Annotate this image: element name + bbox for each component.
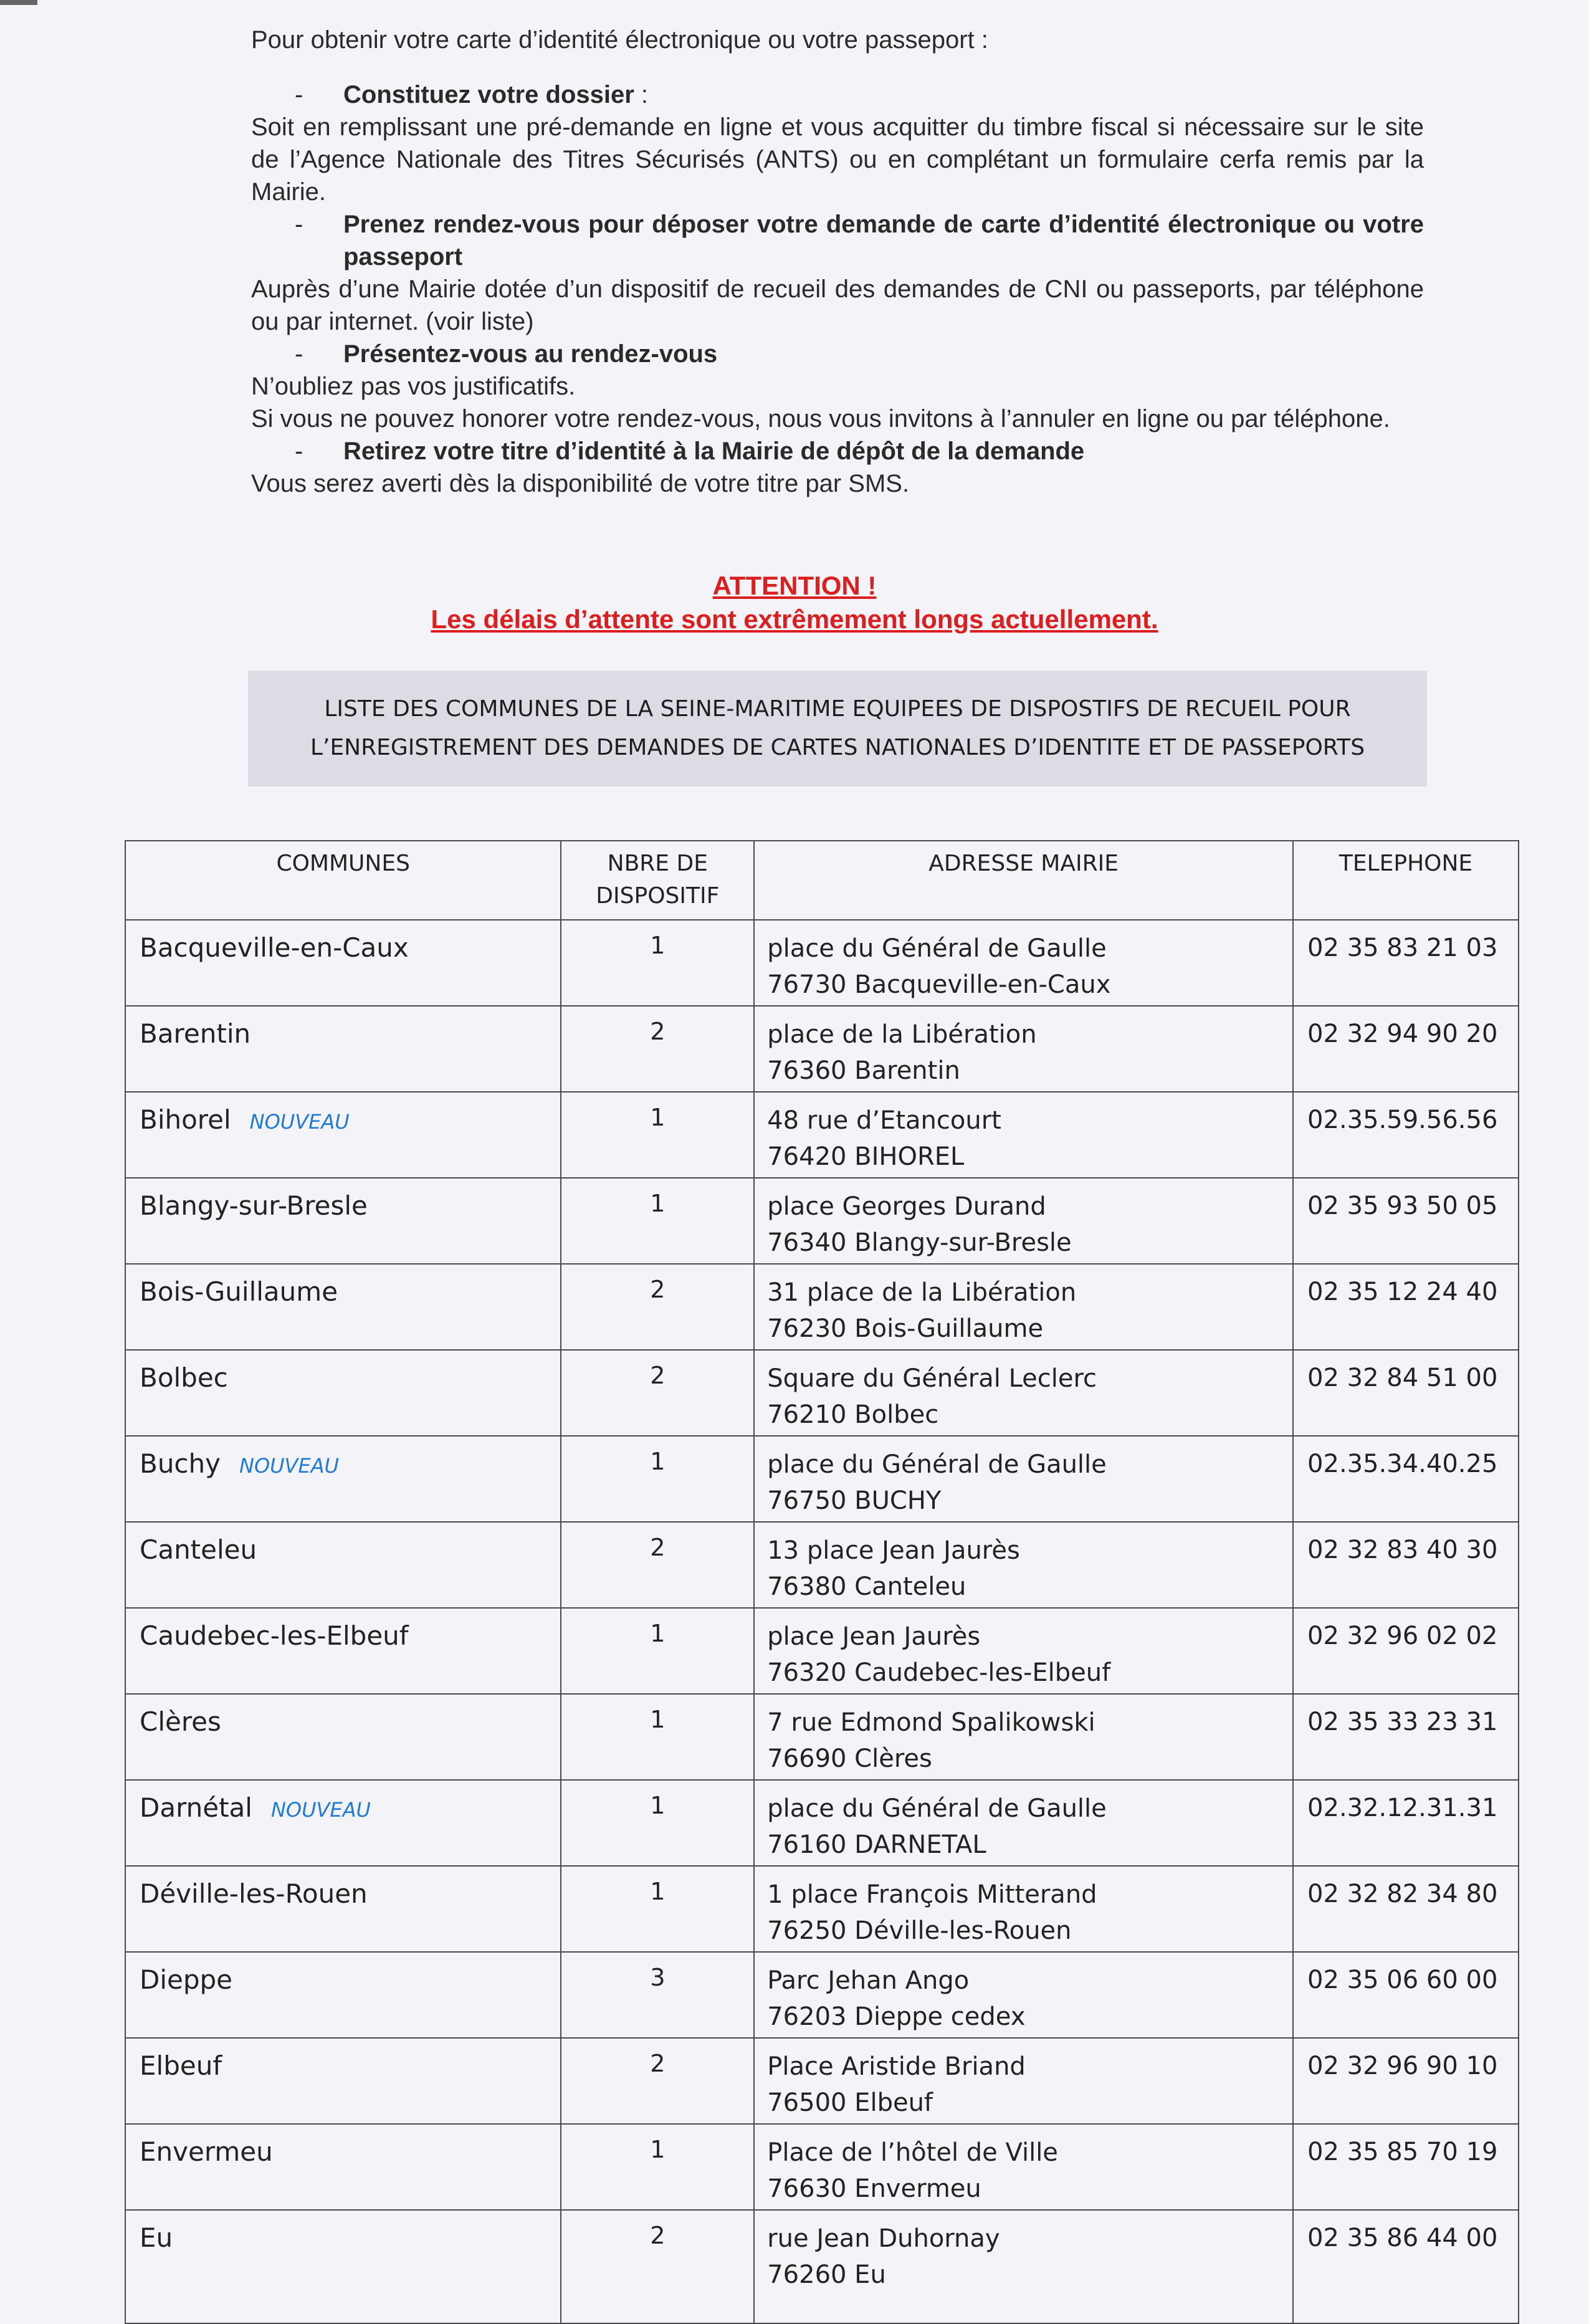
address-line-1: place du Général de Gaulle: [767, 1450, 1107, 1479]
nbre-cell: 1: [561, 1608, 754, 1694]
address-line-1: place de la Libération: [767, 1020, 1037, 1049]
telephone-cell: 02 35 33 23 31: [1293, 1694, 1519, 1780]
telephone-cell: 02 35 12 24 40: [1293, 1264, 1519, 1350]
commune-cell: [125, 1952, 561, 2038]
commune-cell: [125, 2210, 561, 2323]
commune-cell: [125, 1866, 561, 1952]
intro-lead: Pour obtenir votre carte d’identité électronique ou votre passeport :: [251, 26, 988, 54]
nbre-cell: 1: [561, 1092, 754, 1178]
nbre-cell: 1: [561, 1178, 754, 1264]
nbre-cell: 2: [561, 1264, 754, 1350]
commune-cell: [125, 920, 561, 1006]
nbre-cell: 2: [561, 2038, 754, 2124]
commune-name: Blangy-sur-Bresle: [140, 1190, 368, 1221]
nbre-cell: 2: [561, 1522, 754, 1608]
commune-name: Barentin: [140, 1018, 251, 1049]
address-line-2: 76750 BUCHY: [767, 1486, 942, 1515]
address-line-2: 76690 Clères: [767, 1744, 932, 1773]
address-cell: [754, 2210, 1293, 2323]
nbre-cell: 1: [561, 1436, 754, 1522]
commune-cell: [125, 1092, 561, 1178]
step-3-text-2: Si vous ne pouvez honorer votre rendez-vous, nous vous invitons à l’annuler en ligne ou par téléphone.: [251, 405, 1390, 433]
commune-name: Darnétal: [140, 1792, 252, 1823]
table-row: [125, 1350, 1519, 1436]
address-cell: [754, 1178, 1293, 1264]
nouveau-badge: NOUVEAU: [249, 1110, 350, 1134]
step-2-title: - Prenez rendez-vous pour déposer votre demande de carte d’identité électronique ou votre passeport: [295, 211, 1424, 270]
commune-name: Elbeuf: [140, 2050, 222, 2081]
nbre-cell: 1: [561, 1866, 754, 1952]
table-row: [125, 2038, 1519, 2124]
step-2-text: Auprès d’une Mairie dotée d’un dispositif de recueil des demandes de CNI ou passeports, par téléphone ou par internet. (voir liste): [251, 275, 1424, 335]
commune-name: Buchy: [140, 1448, 221, 1479]
commune-name: Envermeu: [140, 2136, 273, 2167]
commune-name: Bihorel: [140, 1104, 231, 1135]
telephone-cell: 02 32 96 02 02: [1293, 1608, 1519, 1694]
address-line-1: Place de l’hôtel de Ville: [767, 2138, 1058, 2167]
address-cell: [754, 1522, 1293, 1608]
address-cell: [754, 2124, 1293, 2210]
address-line-1: 31 place de la Libération: [767, 1278, 1077, 1307]
address-line-2: 76420 BIHOREL: [767, 1142, 965, 1171]
step-1-text: Soit en remplissant une pré-demande en ligne et vous acquitter du timbre fiscal si nécessaire sur le site de l’Agence Nationale des Titres Sécurisés (ANTS) ou en complétant un formulaire cerfa remis par la Mairie.: [251, 113, 1424, 206]
attention-title: ATTENTION !: [712, 571, 877, 600]
address-cell: [754, 1694, 1293, 1780]
address-cell: [754, 920, 1293, 1006]
intro-text: [251, 24, 1424, 500]
nbre-cell: 1: [561, 1694, 754, 1780]
table-row: [125, 2210, 1519, 2323]
commune-name: Caudebec-les-Elbeuf: [140, 1620, 409, 1651]
step-4-title: - Retirez votre titre d’identité à la Mairie de dépôt de la demande: [295, 438, 1085, 465]
nbre-cell: 2: [561, 1006, 754, 1092]
table-header-row: [125, 841, 1519, 920]
telephone-cell: 02 35 86 44 00: [1293, 2210, 1519, 2323]
address-line-2: 76730 Bacqueville-en-Caux: [767, 970, 1111, 999]
nbre-cell: 1: [561, 920, 754, 1006]
address-line-1: 13 place Jean Jaurès: [767, 1536, 1020, 1565]
commune-name: Dieppe: [140, 1964, 233, 1995]
header-communes: COMMUNES: [125, 841, 561, 920]
telephone-cell: 02.35.34.40.25: [1293, 1436, 1519, 1522]
step-3-text: N’oubliez pas vos justificatifs.: [251, 373, 576, 400]
nouveau-badge: NOUVEAU: [270, 1798, 371, 1822]
commune-cell: [125, 1006, 561, 1092]
address-line-2: 76210 Bolbec: [767, 1400, 939, 1429]
commune-name: Bacqueville-en-Caux: [140, 932, 409, 963]
commune-cell: [125, 1608, 561, 1694]
attention-message: Les délais d’attente sont extrêmement longs actuellement.: [431, 605, 1158, 634]
table-row: [125, 1694, 1519, 1780]
nbre-cell: 2: [561, 2210, 754, 2323]
commune-cell: [125, 1264, 561, 1350]
address-cell: [754, 1952, 1293, 2038]
telephone-cell: 02 35 83 21 03: [1293, 920, 1519, 1006]
address-line-1: place Jean Jaurès: [767, 1622, 981, 1651]
address-line-2: 76250 Déville-les-Rouen: [767, 1916, 1072, 1945]
commune-name: Eu: [140, 2222, 173, 2253]
table-row: [125, 1264, 1519, 1350]
commune-cell: [125, 2038, 561, 2124]
address-line-2: 76203 Dieppe cedex: [767, 2002, 1026, 2031]
telephone-cell: 02 35 85 70 19: [1293, 2124, 1519, 2210]
table-row: [125, 1522, 1519, 1608]
commune-cell: [125, 2124, 561, 2210]
address-line-1: 48 rue d’Etancourt: [767, 1106, 1001, 1135]
communes-table: [125, 840, 1519, 2324]
address-line-2: 76260 Eu: [767, 2260, 886, 2289]
table-row: [125, 1608, 1519, 1694]
address-line-2: 76380 Canteleu: [767, 1572, 966, 1601]
address-line-1: 7 rue Edmond Spalikowski: [767, 1708, 1095, 1737]
telephone-cell: 02.35.59.56.56: [1293, 1092, 1519, 1178]
telephone-cell: 02 35 06 60 00: [1293, 1952, 1519, 2038]
table-row: [125, 1952, 1519, 2038]
address-line-1: Square du Général Leclerc: [767, 1364, 1097, 1393]
address-cell: [754, 1264, 1293, 1350]
address-line-1: place Georges Durand: [767, 1192, 1046, 1221]
telephone-cell: 02 32 83 40 30: [1293, 1522, 1519, 1608]
address-line-1: rue Jean Duhornay: [767, 2224, 1000, 2253]
table-row: [125, 1092, 1519, 1178]
table-row: [125, 1780, 1519, 1866]
scan-mark: [0, 0, 37, 5]
address-line-2: 76630 Envermeu: [767, 2174, 981, 2203]
nbre-cell: 1: [561, 2124, 754, 2210]
telephone-cell: 02 35 93 50 05: [1293, 1178, 1519, 1264]
telephone-cell: 02 32 82 34 80: [1293, 1866, 1519, 1952]
header-telephone: TELEPHONE: [1293, 841, 1519, 920]
commune-cell: [125, 1780, 561, 1866]
address-line-1: Parc Jehan Ango: [767, 1966, 970, 1995]
commune-name: Bois-Guillaume: [140, 1276, 338, 1307]
telephone-cell: 02 32 94 90 20: [1293, 1006, 1519, 1092]
header-nbre: NBRE DE DISPOSITIF: [561, 841, 754, 920]
commune-cell: [125, 1522, 561, 1608]
commune-cell: [125, 1178, 561, 1264]
address-cell: [754, 1866, 1293, 1952]
commune-cell: [125, 1694, 561, 1780]
table-row: [125, 1436, 1519, 1522]
step-4-text: Vous serez averti dès la disponibilité de votre titre par SMS.: [251, 470, 910, 497]
commune-cell: [125, 1436, 561, 1522]
nouveau-badge: NOUVEAU: [239, 1454, 339, 1478]
nbre-cell: 3: [561, 1952, 754, 2038]
address-cell: [754, 1092, 1293, 1178]
address-cell: [754, 1436, 1293, 1522]
step-1-title: - Constituez votre dossier :: [295, 81, 648, 108]
nbre-cell: 1: [561, 1780, 754, 1866]
commune-name: Canteleu: [140, 1534, 257, 1565]
address-line-1: Place Aristide Briand: [767, 2052, 1026, 2081]
address-line-2: 76360 Barentin: [767, 1056, 960, 1085]
commune-name: Clères: [140, 1706, 221, 1737]
commune-name: Bolbec: [140, 1362, 228, 1393]
address-line-2: 76320 Caudebec-les-Elbeuf: [767, 1658, 1111, 1687]
address-line-1: 1 place François Mitterand: [767, 1880, 1097, 1909]
address-line-2: 76160 DARNETAL: [767, 1830, 986, 1859]
address-cell: [754, 1780, 1293, 1866]
address-cell: [754, 1608, 1293, 1694]
telephone-cell: 02.32.12.31.31: [1293, 1780, 1519, 1866]
address-line-1: place du Général de Gaulle: [767, 934, 1107, 963]
table-row: [125, 2124, 1519, 2210]
telephone-cell: 02 32 84 51 00: [1293, 1350, 1519, 1436]
table-row: [125, 1866, 1519, 1952]
table-row: [125, 1178, 1519, 1264]
address-line-2: 76230 Bois-Guillaume: [767, 1314, 1044, 1343]
address-line-2: 76500 Elbeuf: [767, 2088, 933, 2117]
commune-cell: [125, 1350, 561, 1436]
list-banner-text: LISTE DES COMMUNES DE LA SEINE-MARITIME EQUIPEES DE DISPOSTIFS DE RECUEIL POUR L’ENREGISTREMENT DES DEMANDES DE CARTES NATIONALES D’IDENTITE ET DE PASSEPORTS: [310, 696, 1365, 760]
nbre-cell: 2: [561, 1350, 754, 1436]
table-row: [125, 920, 1519, 1006]
telephone-cell: 02 32 96 90 10: [1293, 2038, 1519, 2124]
address-line-1: place du Général de Gaulle: [767, 1794, 1107, 1823]
step-3-title: - Présentez-vous au rendez-vous: [295, 340, 718, 368]
list-banner: [248, 671, 1427, 787]
address-cell: [754, 1350, 1293, 1436]
table-row: [125, 1006, 1519, 1092]
address-line-2: 76340 Blangy-sur-Bresle: [767, 1228, 1072, 1257]
commune-name: Déville-les-Rouen: [140, 1878, 368, 1909]
address-cell: [754, 1006, 1293, 1092]
address-cell: [754, 2038, 1293, 2124]
header-adresse: ADRESSE MAIRIE: [754, 841, 1293, 920]
